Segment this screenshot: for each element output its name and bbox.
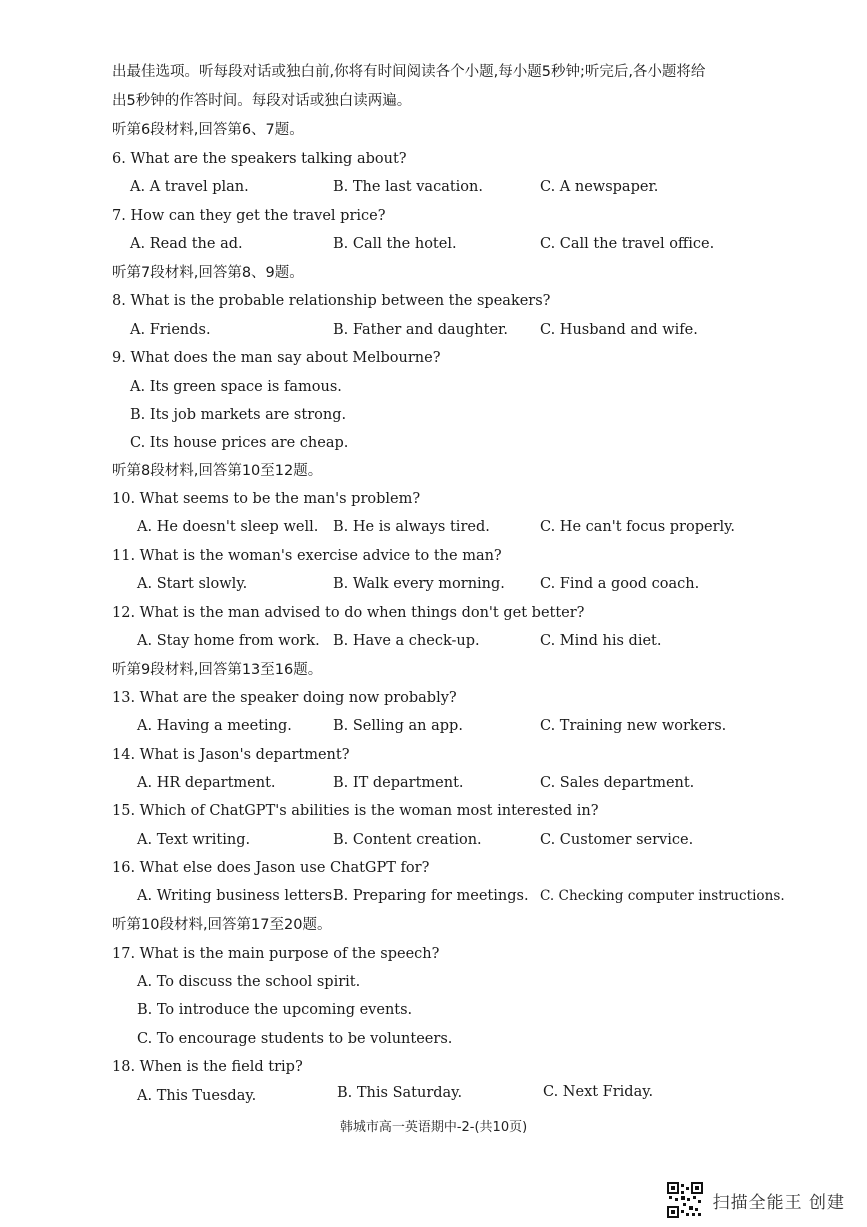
question-stem: 9. What does the man say about Melbourne? [112, 350, 441, 366]
option-b: B. Father and daughter. [333, 322, 508, 338]
scanner-watermark [667, 1182, 845, 1218]
option-b: B. Its job markets are strong. [130, 407, 347, 423]
option-a: A. He doesn't sleep well. [137, 519, 319, 535]
option-b: B. Selling an app. [333, 718, 463, 734]
option-c: C. Training new workers. [540, 718, 727, 734]
option-b: B. This Saturday. [337, 1085, 463, 1101]
option-a: A. HR department. [137, 775, 276, 791]
option-c: C. Call the travel office. [540, 236, 715, 252]
option-b: B. Call the hotel. [333, 236, 457, 252]
question-stem: 11. What is the woman's exercise advice to the man? [112, 548, 502, 564]
option-a: A. Its green space is famous. [130, 379, 342, 395]
question-stem: 14. What is Jason's department? [112, 747, 350, 763]
option-b: B. Preparing for meetings. [333, 888, 529, 904]
question-stem: 18. When is the field trip? [112, 1059, 303, 1075]
option-b: B. IT department. [333, 775, 464, 791]
option-c: C. Customer service. [540, 832, 694, 848]
option-c: C. Checking computer instructions. [540, 888, 785, 904]
question-stem: 10. What seems to be the man's problem? [112, 491, 421, 507]
page-footer: 韩城市高一英语期中-2-(共10页) [339, 1120, 528, 1135]
option-c: C. To encourage students to be volunteers. [137, 1031, 453, 1047]
question-stem: 12. What is the man advised to do when things don't get better? [112, 605, 585, 621]
option-a: A. Having a meeting. [137, 718, 292, 734]
option-c: C. Next Friday. [543, 1084, 654, 1100]
option-b: B. The last vacation. [333, 179, 483, 195]
section-heading: 听第8段材料,回答第10至12题。 [112, 463, 323, 479]
section-heading: 听第6段材料,回答第6、7题。 [112, 122, 304, 138]
option-a: A. Stay home from work. [137, 633, 320, 649]
option-c: C. A newspaper. [540, 179, 659, 195]
option-a: A. Writing business letters. [137, 888, 337, 904]
question-stem: 17. What is the main purpose of the speech? [112, 946, 440, 962]
question-stem: 7. How can they get the travel price? [112, 208, 386, 224]
question-stem: 6. What are the speakers talking about? [112, 151, 407, 167]
option-a: A. Text writing. [137, 832, 251, 848]
option-a: A. This Tuesday. [137, 1088, 257, 1104]
option-c: C. Sales department. [540, 775, 695, 791]
instruction-line-2: 出5秒钟的作答时间。每段对话或独白读两遍。 [112, 93, 412, 109]
option-a: A. To discuss the school spirit. [137, 974, 361, 990]
option-c: C. Its house prices are cheap. [130, 435, 349, 451]
option-c: C. Find a good coach. [540, 576, 700, 592]
question-stem: 8. What is the probable relationship between the speakers? [112, 293, 551, 309]
option-b: B. Have a check-up. [333, 633, 480, 649]
option-a: A. Friends. [130, 322, 211, 338]
scanner-label: 扫描全能王 创建 [712, 1192, 845, 1213]
option-a: A. Start slowly. [137, 576, 248, 592]
option-b: B. Content creation. [333, 832, 482, 848]
question-stem: 13. What are the speaker doing now probably? [112, 690, 457, 706]
question-stem: 16. What else does Jason use ChatGPT for? [112, 860, 430, 876]
question-stem: 15. Which of ChatGPT's abilities is the woman most interested in? [112, 803, 599, 819]
section-heading: 听第10段材料,回答第17至20题。 [112, 917, 332, 933]
option-c: C. Husband and wife. [540, 322, 698, 338]
instruction-line-1: 出最佳选项。听每段对话或独白前,你将有时间阅读各个小题,每小题5秒钟;听完后,各小题将给 [112, 64, 706, 80]
option-b: B. Walk every morning. [333, 576, 505, 592]
qr-code-icon [667, 1182, 703, 1218]
option-b: B. To introduce the upcoming events. [137, 1002, 413, 1018]
option-a: A. Read the ad. [130, 236, 243, 252]
option-c: C. Mind his diet. [540, 633, 662, 649]
section-heading: 听第7段材料,回答第8、9题。 [112, 265, 304, 281]
option-a: A. A travel plan. [130, 179, 249, 195]
option-c: C. He can't focus properly. [540, 519, 736, 535]
section-heading: 听第9段材料,回答第13至16题。 [112, 662, 323, 678]
option-b: B. He is always tired. [333, 519, 490, 535]
